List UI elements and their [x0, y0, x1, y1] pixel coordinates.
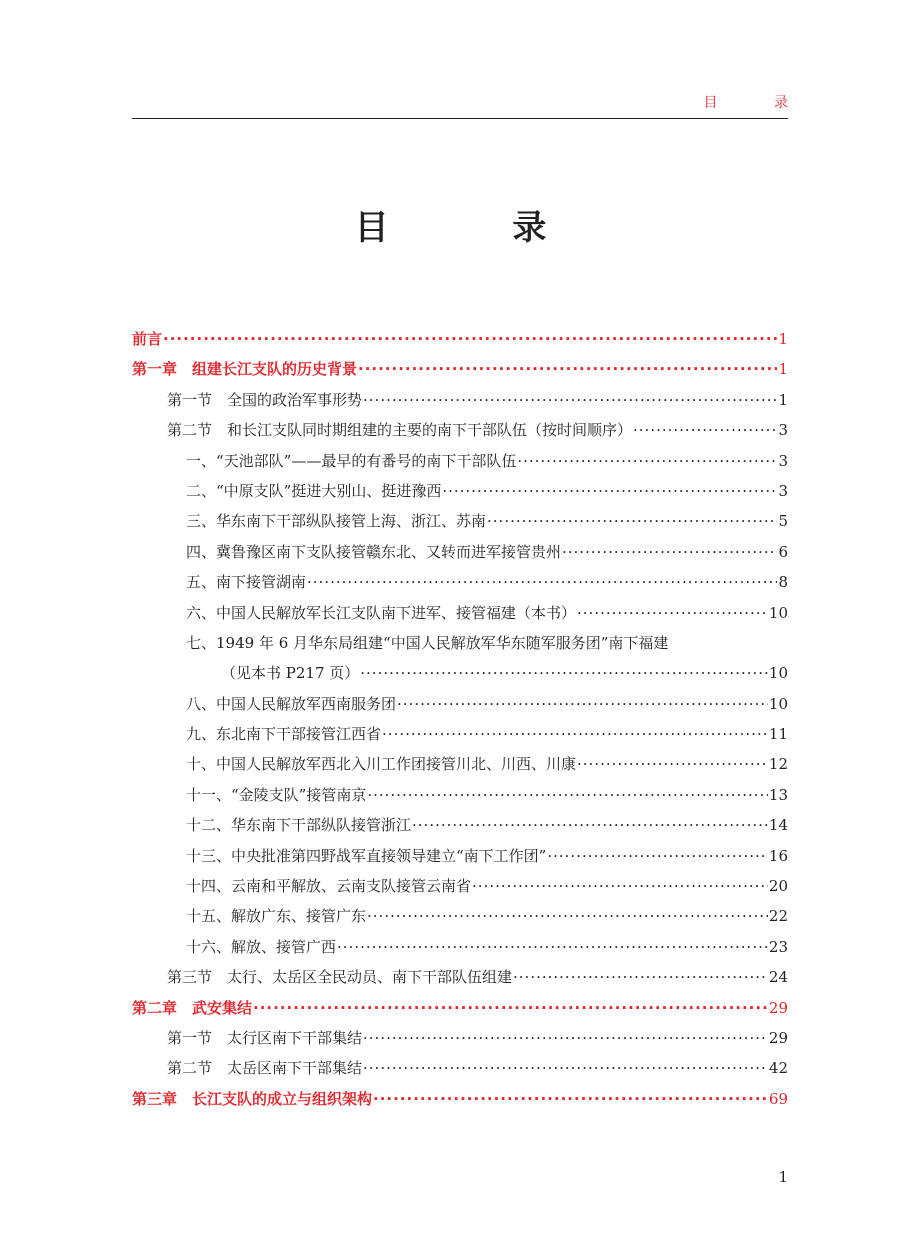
toc-entry-title: 第三章 长江支队的成立与组织架构	[132, 1089, 373, 1108]
toc-entry-title: 七、1949 年 6 月华东局组建“中国人民解放军华东随军服务团”南下福建	[186, 633, 669, 652]
toc-entry-item[interactable]	[132, 810, 788, 840]
toc-entry-title: 第二章 武安集结	[132, 998, 253, 1017]
toc-leader-dots	[562, 537, 777, 567]
toc-leader-dots	[513, 962, 768, 992]
toc-page-number: 10	[768, 694, 788, 713]
toc-entry-chapter[interactable]	[132, 1084, 788, 1114]
toc-page-number: 23	[768, 937, 788, 956]
toc-leader-dots	[577, 749, 768, 779]
toc-page-number: 8	[778, 573, 788, 592]
toc-entry-title: 十、中国人民解放军西北入川工作团接管川北、川西、川康	[186, 755, 577, 774]
toc-leader-dots	[577, 598, 768, 628]
toc-page-number: 20	[768, 877, 788, 896]
toc-leader-dots	[358, 354, 777, 384]
toc-entry-title: 十四、云南和平解放、云南支队接管云南省	[186, 877, 472, 896]
toc-entry-title: 二、“中原支队”挺进大别山、挺进豫西	[186, 481, 442, 500]
toc-leader-dots	[517, 446, 777, 476]
toc-entry-title: 第一章 组建长江支队的历史背景	[132, 360, 358, 379]
toc-leader-dots	[633, 415, 777, 445]
toc-entry-chapter[interactable]	[132, 993, 788, 1023]
toc-entry-item[interactable]	[132, 537, 788, 567]
toc-entry-title: 九、东北南下干部接管江西省	[186, 725, 382, 744]
toc-entry-item[interactable]	[132, 749, 788, 779]
toc-entry-item[interactable]	[132, 476, 788, 506]
toc-entry-section[interactable]	[132, 415, 788, 445]
toc-page-number: 10	[768, 664, 788, 683]
toc-page-number: 12	[768, 755, 788, 774]
toc-leader-dots	[442, 476, 777, 506]
toc-leader-dots	[360, 658, 768, 688]
toc-leader-dots	[412, 810, 768, 840]
toc-page-number: 1	[778, 330, 788, 348]
toc-page-number: 29	[768, 1028, 788, 1047]
toc-entry-title: （见本书 P217 页）	[221, 664, 360, 683]
toc-leader-dots	[397, 689, 768, 719]
toc-entry-item[interactable]	[132, 446, 788, 476]
toc-entry-chapter[interactable]	[132, 324, 788, 354]
toc-entry-item[interactable]	[132, 689, 788, 719]
toc-leader-dots	[373, 1084, 768, 1114]
toc-page-number: 16	[768, 846, 788, 865]
toc-page-number: 42	[768, 1059, 788, 1078]
toc-leader-dots	[382, 719, 768, 749]
toc-page-number: 3	[778, 481, 788, 500]
toc-entry-title: 第二节 和长江支队同时期组建的主要的南下干部队伍（按时间顺序）	[167, 421, 633, 440]
toc-entry-item[interactable]	[132, 932, 788, 962]
toc-entry-item[interactable]	[132, 871, 788, 901]
toc-entry-title: 四、冀鲁豫区南下支队接管赣东北、又转而进军接管贵州	[186, 542, 562, 561]
toc-page-number: 24	[768, 968, 788, 987]
toc-page-number: 13	[768, 785, 788, 804]
toc-page-number: 3	[778, 421, 788, 440]
toc-entry-title: 三、华东南下干部纵队接管上海、浙江、苏南	[186, 512, 487, 531]
toc-entry-item[interactable]	[132, 567, 788, 597]
toc-entry-section[interactable]	[132, 1023, 788, 1053]
toc-entry-title: 第一节 太行区南下干部集结	[167, 1028, 363, 1047]
toc-leader-dots	[472, 871, 768, 901]
toc-entry-item[interactable]	[132, 628, 788, 658]
toc-entry-title: 十一、“金陵支队”接管南京	[186, 785, 367, 804]
toc-page-number: 22	[768, 907, 788, 926]
toc-page-number: 10	[768, 603, 788, 622]
toc-entry-chapter[interactable]	[132, 354, 788, 384]
toc-entry-title: 五、南下接管湖南	[186, 573, 307, 592]
toc-entry-item[interactable]	[132, 780, 788, 810]
toc-leader-dots	[363, 1053, 768, 1083]
toc-leader-dots	[367, 901, 768, 931]
toc-entry-cont[interactable]	[132, 658, 788, 688]
toc-leader-dots	[163, 324, 777, 354]
toc-entry-title: 十五、解放广东、接管广东	[186, 907, 367, 926]
toc-entry-item[interactable]	[132, 598, 788, 628]
toc-leader-dots	[253, 993, 768, 1023]
toc-page-number: 69	[768, 1089, 788, 1108]
toc-leader-dots	[307, 567, 777, 597]
running-header-title: 目 录	[703, 95, 814, 111]
page-number: 1	[778, 1168, 788, 1186]
table-of-contents	[132, 324, 788, 1114]
toc-entry-section[interactable]	[132, 385, 788, 415]
toc-page-number: 1	[778, 360, 788, 379]
toc-page-number: 5	[778, 512, 788, 531]
toc-leader-dots	[487, 506, 777, 536]
toc-entry-section[interactable]	[132, 962, 788, 992]
toc-entry-item[interactable]	[132, 901, 788, 931]
toc-entry-title: 一、“天池部队”——最早的有番号的南下干部队伍	[186, 451, 517, 470]
toc-page-number: 3	[778, 451, 788, 470]
toc-entry-title: 第三节 太行、太岳区全民动员、南下干部队伍组建	[167, 968, 513, 987]
toc-entry-title: 第二节 太岳区南下干部集结	[167, 1059, 363, 1078]
toc-entry-item[interactable]	[132, 506, 788, 536]
toc-leader-dots	[363, 385, 777, 415]
toc-entry-title: 六、中国人民解放军长江支队南下进军、接管福建（本书）	[186, 603, 577, 622]
toc-entry-item[interactable]	[132, 719, 788, 749]
toc-entry-title: 十六、解放、接管广西	[186, 937, 337, 956]
toc-page-number: 6	[778, 542, 788, 561]
toc-page-number: 29	[768, 998, 788, 1017]
toc-entry-title: 第一节 全国的政治军事形势	[167, 390, 363, 409]
toc-leader-dots	[547, 841, 768, 871]
page-title: 目 录	[354, 208, 603, 248]
toc-leader-dots	[367, 780, 768, 810]
toc-page-number: 14	[768, 816, 788, 835]
toc-page-number: 1	[778, 390, 788, 409]
toc-entry-title: 前言	[132, 330, 163, 348]
running-header	[132, 92, 814, 119]
toc-page-number: 11	[768, 725, 788, 744]
toc-entry-title: 十三、中央批准第四野战军直接领导建立“南下工作团”	[186, 846, 547, 865]
toc-entry-title: 八、中国人民解放军西南服务团	[186, 694, 397, 713]
toc-entry-title: 十二、华东南下干部纵队接管浙江	[186, 816, 412, 835]
toc-entry-section[interactable]	[132, 1053, 788, 1083]
toc-leader-dots	[337, 932, 768, 962]
toc-entry-item[interactable]	[132, 841, 788, 871]
toc-leader-dots	[363, 1023, 768, 1053]
